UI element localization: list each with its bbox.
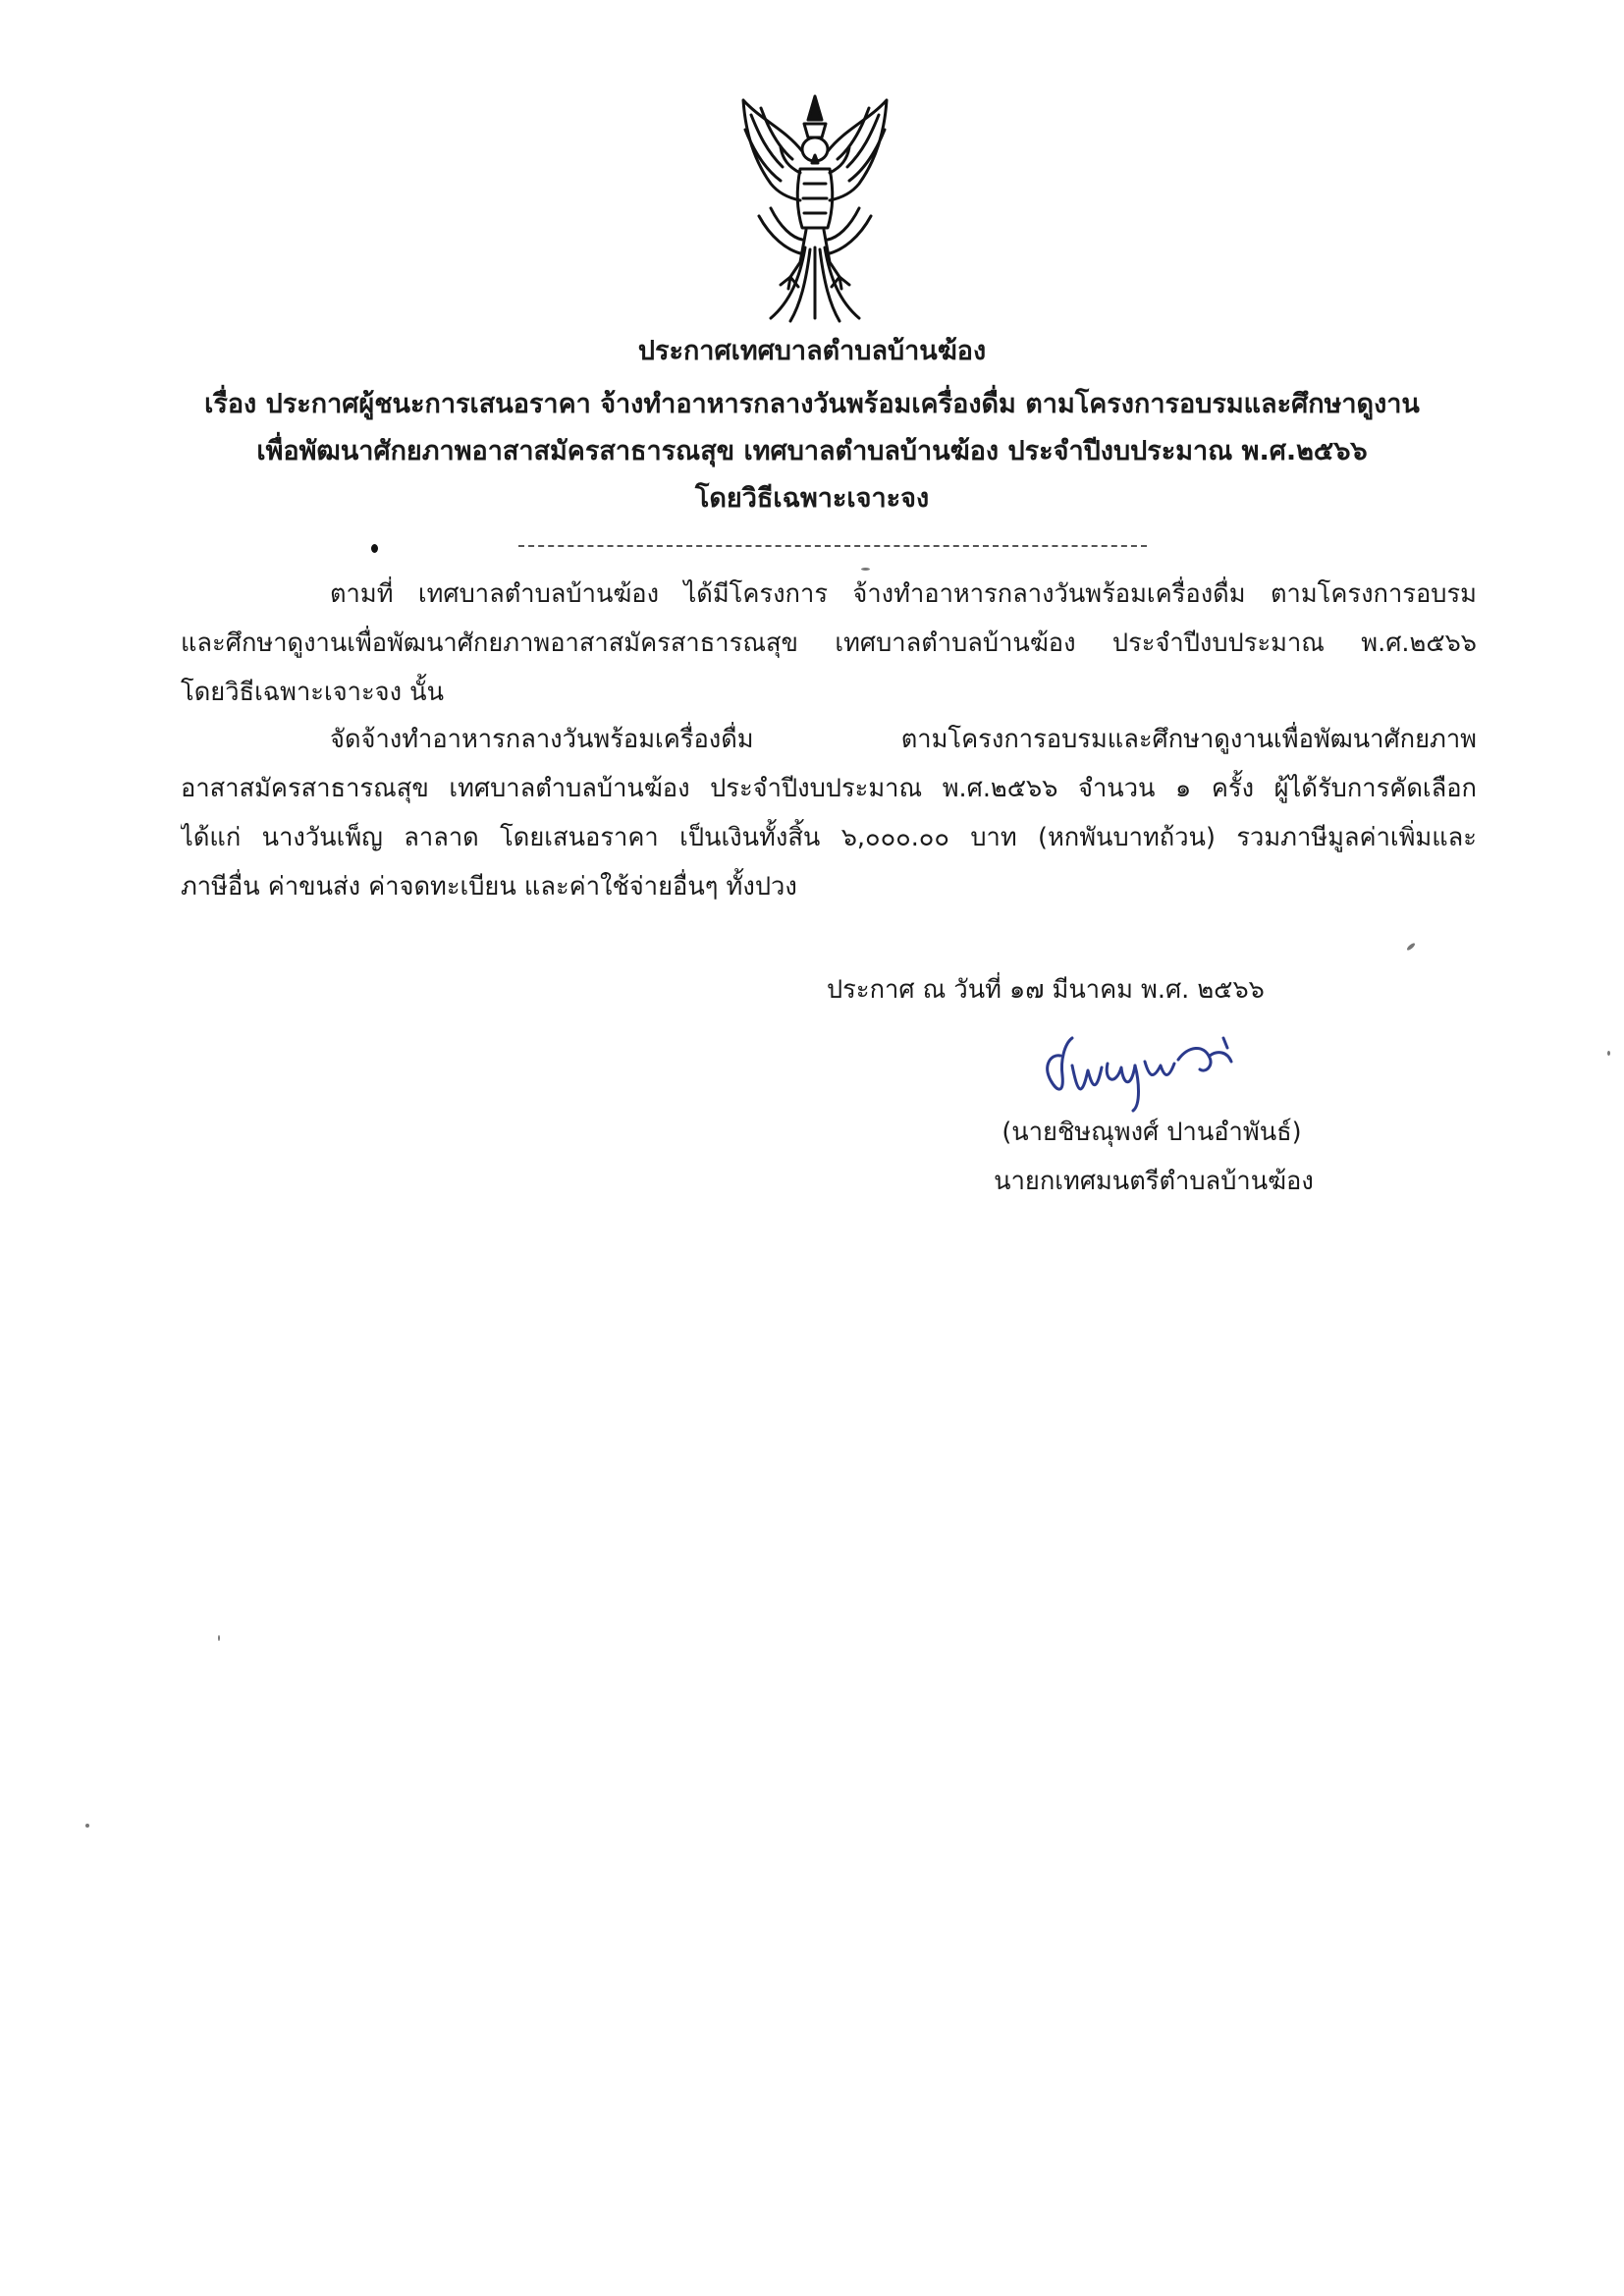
paragraph-2 [181, 715, 1477, 911]
garuda-emblem-icon [731, 90, 898, 326]
ink-dot [371, 544, 378, 553]
subject-line-3: โดยวิธีเฉพาะเจาะจง [694, 483, 930, 514]
handwritten-signature [1031, 1026, 1257, 1115]
signer-title: นายกเทศมนตรีตำบลบ้านฆ้อง [994, 1167, 1314, 1196]
scan-speck [861, 568, 870, 571]
announce-date: ประกาศ ณ วันที่ ๑๗ มีนาคม พ.ศ. ๒๕๖๖ [827, 975, 1265, 1005]
paragraph-1-line: และศึกษาดูงานเพื่อพัฒนาศักยภาพอาสาสมัครสาธารณสุข เทศบาลตำบลบ้านฆ้อง ประจำปีงบประมาณ พ.ศ.๒๕๖๖ [181, 629, 1477, 658]
scan-speck [85, 1824, 89, 1828]
paragraph-2-line: จัดจ้างทำอาหารกลางวันพร้อมเครื่องดื่ม ตามโครงการอบรมและศึกษาดูงานเพื่อพัฒนาศักยภาพ [330, 725, 1477, 754]
paragraph-2-line: ภาษีอื่น ค่าขนส่ง ค่าจดทะเบียน และค่าใช้จ่ายอื่นๆ ทั้งปวง [181, 872, 797, 902]
paragraph-1-line: ตามที่ เทศบาลตำบลบ้านฆ้อง ได้มีโครงการ จ้างทำอาหารกลางวันพร้อมเครื่องดื่ม ตามโครงการอบรม [330, 579, 1477, 609]
scan-speck [218, 1635, 220, 1641]
subject-line-1: เรื่อง ประกาศผู้ชนะการเสนอราคา จ้างทำอาหารกลางวันพร้อมเครื่องดื่ม ตามโครงการอบรมและศึกษาดูงาน [204, 389, 1420, 419]
paragraph-2-line: ได้แก่ นางวันเพ็ญ ลาลาด โดยเสนอราคา เป็นเงินทั้งสิ้น ๖,๐๐๐.๐๐ บาท (หกพันบาทถ้วน) รวมภาษีมูลค่าเพิ่มและ [181, 823, 1477, 852]
paragraph-2-line: อาสาสมัครสาธารณสุข เทศบาลตำบลบ้านฆ้อง ประจำปีงบประมาณ พ.ศ.๒๕๖๖ จำนวน ๑ ครั้ง ผู้ได้รับการคัดเลือก [181, 774, 1477, 803]
signer-name: (นายชิษณุพงศ์ ปานอำพันธ์) [1001, 1118, 1302, 1147]
paragraph-1 [181, 570, 1477, 717]
scan-speck [1607, 1051, 1610, 1056]
dashed-divider [518, 545, 1147, 547]
subject-line-2: เพื่อพัฒนาศักยภาพอาสาสมัครสาธารณสุข เทศบาลตำบลบ้านฆ้อง ประจำปีงบประมาณ พ.ศ.๒๕๖๖ [256, 436, 1368, 466]
scan-speck [1406, 942, 1416, 951]
paragraph-1-line: โดยวิธีเฉพาะเจาะจง นั้น [181, 678, 445, 707]
document-title: ประกาศเทศบาลตำบลบ้านฆ้อง [637, 336, 987, 366]
